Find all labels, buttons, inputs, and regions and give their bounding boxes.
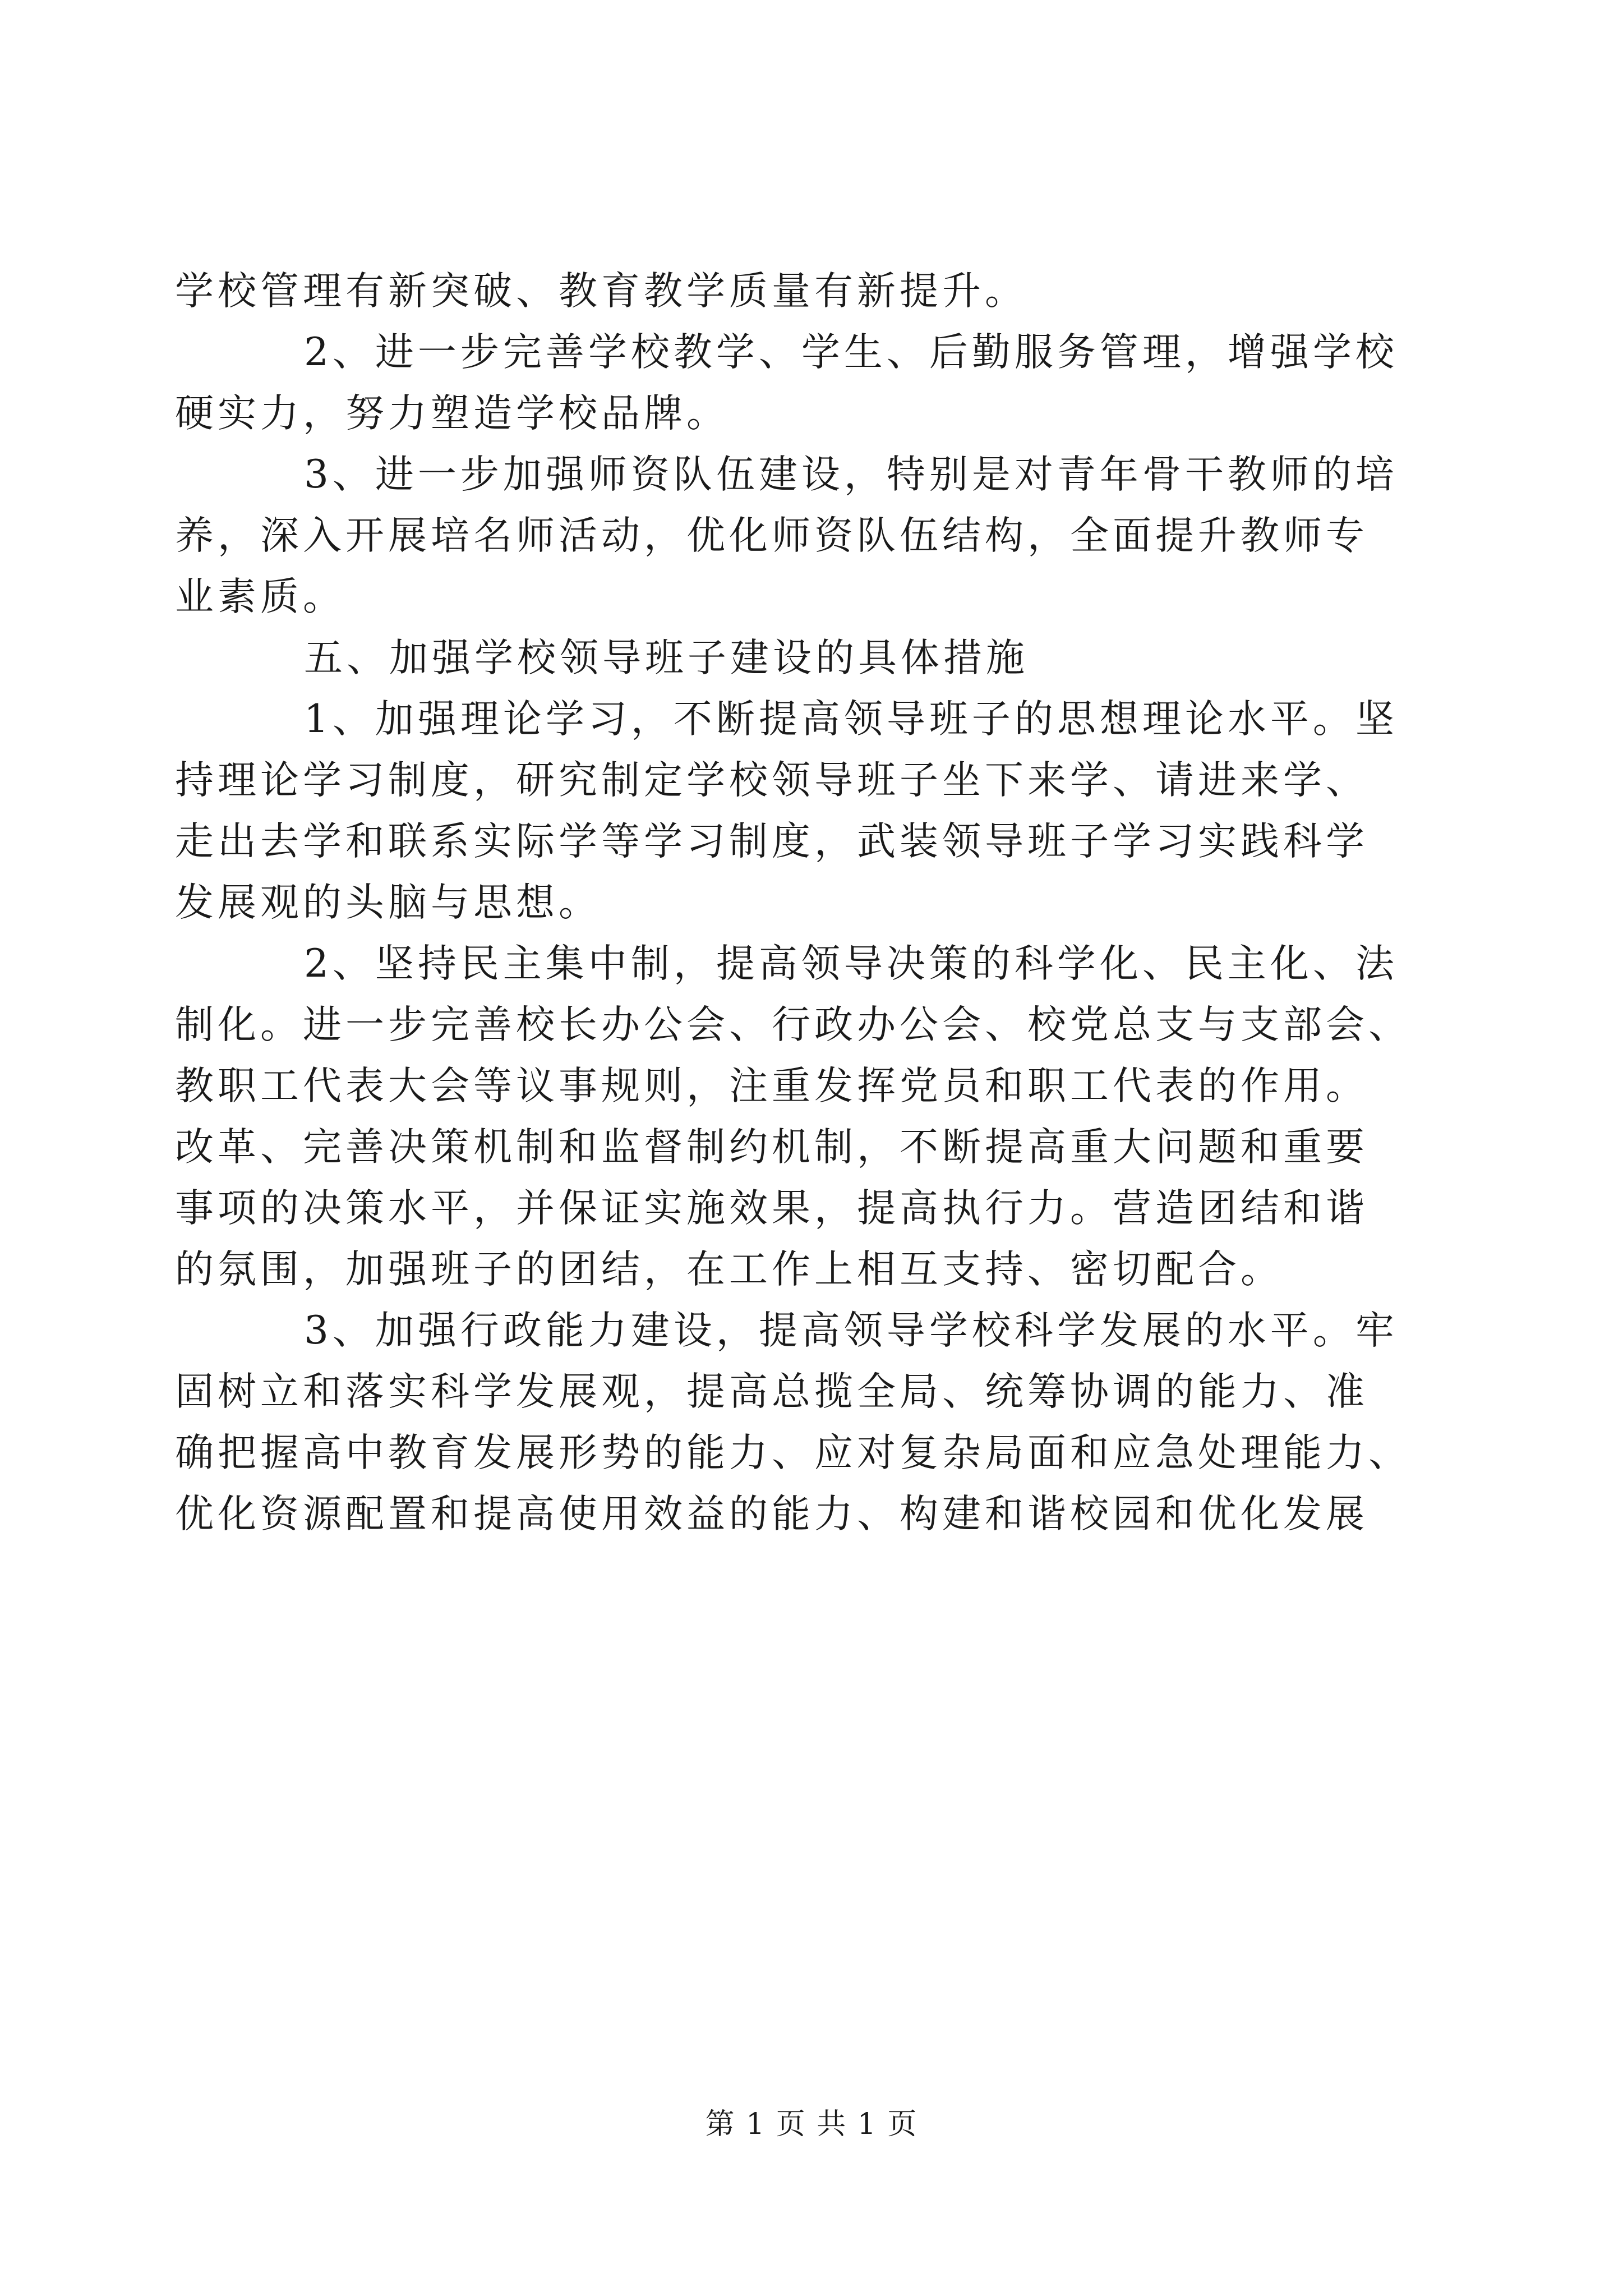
text-line: 教职工代表大会等议事规则，注重发挥党员和职工代表的作用。 [175, 1064, 1368, 1108]
section-heading: 五、加强学校领导班子建设的具体措施 [304, 636, 1029, 680]
text-line: 学校管理有新突破、教育教学质量有新提升。 [175, 269, 1027, 314]
text-line: 的氛围，加强班子的团结，在工作上相互支持、密切配合。 [175, 1247, 1283, 1292]
text-line: 制化。进一步完善校长办公会、行政办公会、校党总支与支部会、 [175, 1002, 1411, 1047]
text-line: 事项的决策水平，并保证实施效果，提高执行力。营造团结和谐 [175, 1186, 1368, 1231]
paragraph-start-line: 3、进一步加强师资队伍建设，特别是对青年骨干教师的培 [304, 452, 1398, 497]
page-number-footer: 第 1 页 共 1 页 [705, 2108, 918, 2141]
text-line: 走出去学和联系实际学等学习制度，武装领导班子学习实践科学 [175, 819, 1368, 864]
paragraph-start-line: 1、加强理论学习，不断提高领导班子的思想理论水平。坚 [304, 697, 1398, 742]
text-line: 业素质。 [175, 574, 345, 619]
text-line: 发展观的头脑与思想。 [175, 880, 601, 925]
paragraph-start-line: 2、进一步完善学校教学、学生、后勤服务管理，增强学校 [304, 330, 1398, 375]
text-line: 优化资源配置和提高使用效益的能力、构建和谐校园和优化发展 [175, 1492, 1368, 1536]
text-line: 改革、完善决策机制和监督制约机制，不断提高重大问题和重要 [175, 1125, 1368, 1170]
text-line: 硬实力，努力塑造学校品牌。 [175, 391, 729, 436]
text-line: 确把握高中教育发展形势的能力、应对复杂局面和应急处理能力、 [175, 1430, 1411, 1475]
text-line: 固树立和落实科学发展观，提高总揽全局、统筹协调的能力、准 [175, 1369, 1368, 1414]
document-body [175, 261, 1448, 1545]
text-line: 持理论学习制度，研究制定学校领导班子坐下来学、请进来学、 [175, 758, 1368, 803]
paragraph-start-line: 3、加强行政能力建设，提高领导学校科学发展的水平。牢 [304, 1308, 1398, 1353]
paragraph-start-line: 2、坚持民主集中制，提高领导决策的科学化、民主化、法 [304, 941, 1398, 986]
text-line: 养，深入开展培名师活动，优化师资队伍结构，全面提升教师专 [175, 513, 1368, 558]
